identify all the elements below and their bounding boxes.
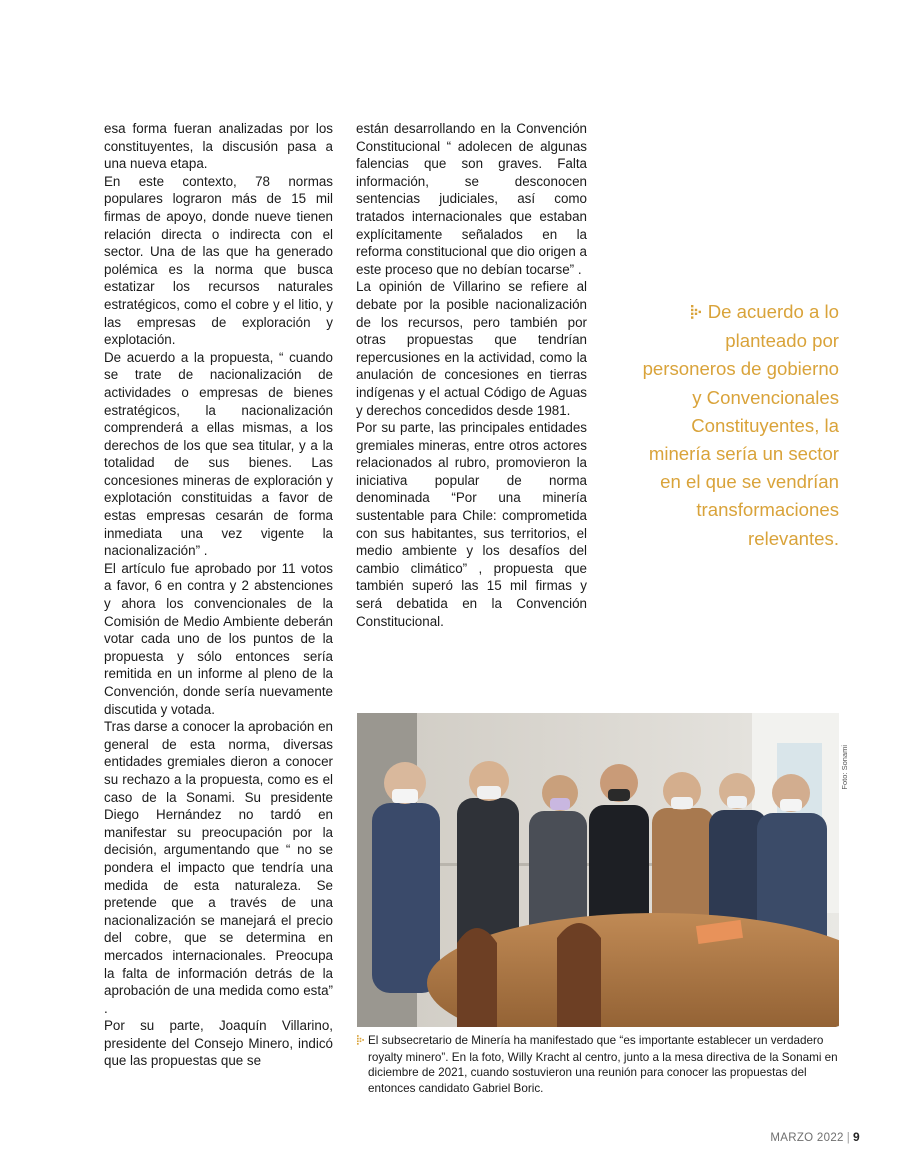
article-column-1 [104,120,333,1070]
paragraph: De acuerdo a la propuesta, “ cuando se trate de nacionalización de actividades o empresas de bienes estratégicos, la nacionalización comprenderá a ellas mismas, a los derechos de los que sea titular, y a la totalidad de sus bienes. Las concesiones mineras de exploración y explotación constituidas a favor de estas empresas cesarán de forma inmediata una vez vigente la nacionalización” . [104,349,333,559]
paragraph: esa forma fueran analizadas por los constituyentes, la discusión pasa a una nueva etapa. [104,121,333,172]
pull-quote-text: De acuerdo a lo planteado por personeros de gobierno y Convencionales Constituyentes, la minería sería un sector en el que se vendrían transformaciones relevantes. [642,301,839,549]
meeting-photo [357,713,839,1027]
pull-quote [636,298,839,553]
paragraph: Por su parte, Joaquín Villarino, presidente del Consejo Minero, indicó que las propuestas que se [104,1018,333,1069]
photo-caption-text: El subsecretario de Minería ha manifestado que “es importante establecer un verdadero royalty minero”. En la foto, Willy Kracht al centro, junto a la mesa directiva de la Sonami en diciembre de 2021, cuando sostuvieron una reunión para conocer las propuestas del entonces candidato Gabriel Boric. [368,1034,838,1095]
photo-credit: Foto: Sonami [840,745,849,790]
dot-grid-icon [357,1034,368,1050]
paragraph: La opinión de Villarino se refiere al debate por la posible nacionalización de los recursos, pero también por otras propuestas que tendrían repercusiones en la actividad, como la anulación de concesiones en tierras indígenas y el actual Código de Aguas y derechos concedidos desde 1981. [356,279,587,418]
article-column-2 [356,120,587,630]
paragraph: están desarrollando en la Convención Constitucional “ adolecen de algunas falencias que son graves. Falta información, se desconocen sentencias judiciales, así como tratados internacionales que estaban explícitamente señalados en la reforma constitucional que dio origen a este proceso que no debían tocarse” . [356,121,587,277]
paragraph: El artículo fue aprobado por 11 votos a favor, 6 en contra y 2 abstenciones y ahora los convencionales de la Comisión de Medio Ambiente deberán votar cada uno de los puntos de la propuesta y sólo entonces sería remitida en un informe al pleno de la Convención, donde sería nuevamente discutida y votada. [104,560,333,717]
paragraph: En este contexto, 78 normas populares lograron más de 15 mil firmas de apoyo, donde nueve tienen relación directa o indirecta con el sector. Una de las que ha generado polémica es la norma que busca estatizar los recursos naturales estratégicos, como el cobre y el litio, y las empresas de exploración y explotación. [104,173,333,348]
footer-separator: | [846,1132,851,1144]
page-footer [770,1130,860,1144]
photo-caption [357,1033,850,1096]
dot-grid-icon [691,299,704,327]
issue-date: MARZO 2022 [770,1132,844,1144]
paragraph: Tras darse a conocer la aprobación en general de esta norma, diversas entidades gremiales dieron a conocer su rechazo a la propuesta, como es el caso de la Sonami. Su presidente Diego Hernández no tardó en manifestar su preocupación por la decisión, argumentando que “ no se pondera el impacto que tendría una medida de esta naturaleza. Se pretende que a través de una nacionalización se manejará el precio del cobre, que se determina en mercados internacionales. Preocupa la falta de información detrás de la aprobación de una medida como esta” . [104,719,333,1016]
page-number: 9 [853,1130,860,1144]
paragraph: Por su parte, las principales entidades gremiales mineras, entre otros actores relacionados al rubro, promovieron la iniciativa popular de norma denominada “Por una minería sustentable para Chile: comprometida con sus habitantes, sus territorios, el medio ambiente y los desafíos del cambio climático” , propuesta que también superó las 15 mil firmas y será debatida en la Convención Constitucional. [356,420,587,629]
